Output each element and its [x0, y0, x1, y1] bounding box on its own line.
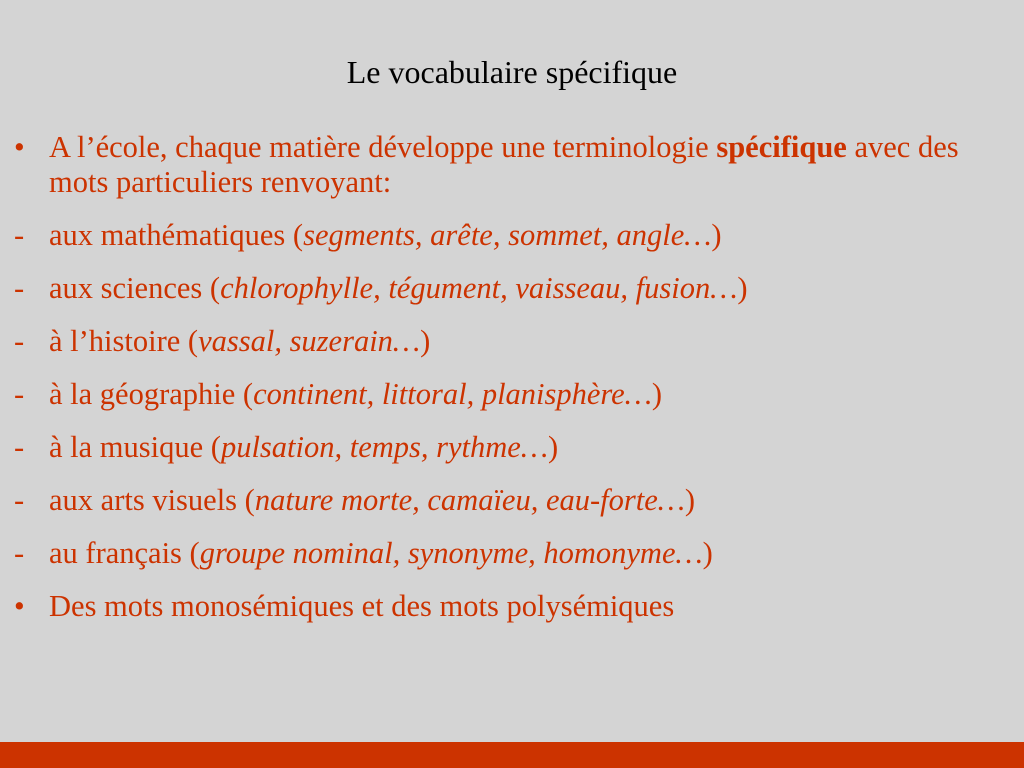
dash-text [49, 324, 1004, 359]
dash-marker: - [14, 536, 25, 570]
dash-text-post: ) [420, 324, 431, 358]
dash-text-examples: vassal, suzerain… [198, 324, 421, 358]
dash-text-pre: aux arts visuels ( [49, 483, 255, 517]
dash-item-musique [14, 430, 1004, 465]
dash-text [49, 430, 1004, 465]
slide-title: Le vocabulaire spécifique [346, 54, 678, 90]
dash-text-examples: chlorophylle, tégument, vaisseau, fusion… [220, 271, 738, 305]
dash-marker: - [14, 377, 25, 411]
dash-item-francais [14, 536, 1004, 571]
dash-item-maths [14, 218, 1004, 253]
bullet-text-pre: Des mots monosémiques et des mots polysémiques [49, 589, 675, 623]
dash-text-examples: segments, arête, sommet, angle… [303, 218, 712, 252]
dash-marker: - [14, 324, 25, 358]
dash-text-post: ) [702, 536, 713, 570]
dash-text [49, 536, 1004, 571]
dash-item-histoire [14, 324, 1004, 359]
dash-item-arts-visuels [14, 483, 1004, 518]
bullet-text-strong: spécifique [716, 130, 847, 164]
bullet-marker: • [14, 130, 25, 164]
bullet-text [49, 130, 1004, 200]
dash-marker: - [14, 483, 25, 517]
dash-marker: - [14, 218, 25, 252]
dash-text-pre: au français ( [49, 536, 200, 570]
dash-text-pre: aux mathématiques ( [49, 218, 304, 252]
bullet-marker: • [14, 589, 25, 623]
dash-text [49, 483, 1004, 518]
dash-text-examples: nature morte, camaïeu, eau-forte… [254, 483, 685, 517]
dash-text-pre: aux sciences ( [49, 271, 221, 305]
dash-text [49, 271, 1004, 306]
dash-text-post: ) [684, 483, 696, 517]
slide-content [14, 130, 1004, 642]
bullet-item-intro [14, 130, 1004, 200]
dash-marker: - [14, 430, 25, 464]
dash-text [49, 377, 1004, 412]
dash-marker: - [14, 271, 25, 305]
dash-text-examples: groupe nominal, synonyme, homonyme… [199, 536, 703, 570]
dash-text-examples: continent, littoral, planisphère… [253, 377, 652, 411]
dash-text-pre: à l’histoire ( [49, 324, 199, 358]
dash-text-pre: à la musique ( [49, 430, 221, 464]
dash-text [49, 218, 1004, 253]
dash-text-post: ) [737, 271, 748, 305]
bullet-text-post: avec des mots particuliers renvoyant: [49, 130, 959, 199]
dash-text-examples: pulsation, temps, rythme… [220, 430, 548, 464]
dash-item-geographie [14, 377, 1004, 412]
dash-text-pre: à la géographie ( [49, 377, 254, 411]
bottom-accent-bar [0, 742, 1024, 768]
dash-text-post: ) [651, 377, 662, 411]
dash-text-post: ) [711, 218, 722, 252]
bullet-text [49, 589, 1004, 624]
bullet-text-pre: A l’école, chaque matière développe une terminologie [49, 130, 717, 164]
bullet-item-mots [14, 589, 1004, 624]
dash-text-post: ) [547, 430, 559, 464]
dash-item-sciences [14, 271, 1004, 306]
